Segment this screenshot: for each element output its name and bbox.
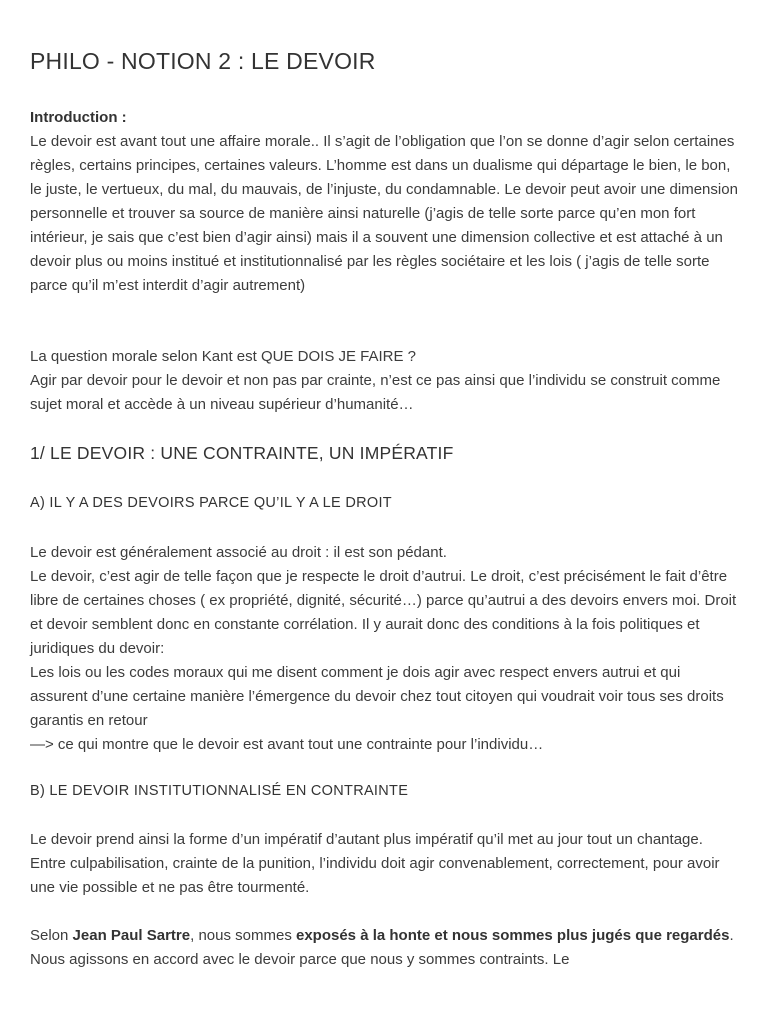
sartre-text-part3: . Nous agissons en accord avec le devoir parce que nous y sommes contraints. Le [30, 927, 734, 968]
sartre-paragraph [30, 924, 740, 972]
section-1b-heading: B) LE DEVOIR INSTITUTIONNALISÉ EN CONTRAINTE [30, 783, 409, 799]
kant-block [30, 345, 740, 417]
sartre-quote: exposés à la honte et nous sommes plus jugés que regardés [295, 927, 730, 944]
sartre-text-part2: , nous sommes [190, 927, 296, 944]
section-1-heading: 1/ LE DEVOIR : UNE CONTRAINTE, UN IMPÉRATIF [30, 443, 454, 463]
section-1a-line2: Le devoir, c’est agir de telle façon que je respecte le droit d’autrui. Le droit, c’est précisément le fait d’être libre de certaines choses ( ex propriété, dignité, sécurité…) parce qu’autrui a des devoirs envers moi. Droit et devoir semblent donc en constante corrélation. Il y aurait donc des conditions à la fois politiques et juridiques du devoir: [30, 568, 737, 657]
page-title: PHILO - NOTION 2 : LE DEVOIR [30, 48, 376, 74]
section-1a-body [30, 541, 740, 757]
sartre-text [30, 924, 740, 972]
kant-paragraph: Agir par devoir pour le devoir et non pas par crainte, n’est ce pas ainsi que l’individu se construit comme sujet moral et accède à un niveau supérieur d’humanité… [30, 372, 721, 413]
section-1a-line3: Les lois ou les codes moraux qui me disent comment je dois agir avec respect envers autrui et qui assurent d’une certaine manière l’émergence du devoir chez tout citoyen qui voudrait voir tous ses droits garantis en retour [30, 664, 724, 729]
sartre-name: Jean Paul Sartre [72, 927, 191, 944]
section-1a-line4: —> ce qui montre que le devoir est avant tout une contrainte pour l’individu… [30, 736, 544, 753]
section-1a-line1: Le devoir est généralement associé au droit : il est son pédant. [30, 544, 447, 561]
section-1b-paragraph1: Le devoir prend ainsi la forme d’un impératif d’autant plus impératif qu’il met au jour tout un chantage. Entre culpabilisation, crainte de la punition, l’individu doit agir convenablement, correctement, pour avoir une vie possible et ne pas être tourmenté. [30, 831, 720, 896]
intro-label: Introduction : [30, 109, 127, 126]
intro-block [30, 106, 740, 298]
section-1a-heading: A) IL Y A DES DEVOIRS PARCE QU’IL Y A LE DROIT [30, 495, 392, 511]
section-1b-body [30, 828, 740, 900]
sartre-text-part1: Selon [30, 927, 73, 944]
kant-question: La question morale selon Kant est QUE DOIS JE FAIRE ? [30, 348, 417, 365]
intro-paragraph: Le devoir est avant tout une affaire morale.. Il s’agit de l’obligation que l’on se donne d’agir selon certaines règles, certains principes, certaines valeurs. L’homme est dans un dualisme qui départage le bien, le bon, le juste, le vertueux, du mal, du mauvais, de l’injuste, du condamnable. Le devoir peut avoir une dimension personnelle et trouver sa source de manière ainsi naturelle (j’agis de telle sorte parce qu’en mon fort intérieur, je sais que c’est bien d’agir ainsi) mais il a souvent une dimension collective et est attaché à un devoir plus ou moins institué et institutionnalisé par les règles sociétaire et les lois ( j’agis de telle sorte parce qu’il m’est interdit d’agir autrement) [30, 133, 738, 294]
